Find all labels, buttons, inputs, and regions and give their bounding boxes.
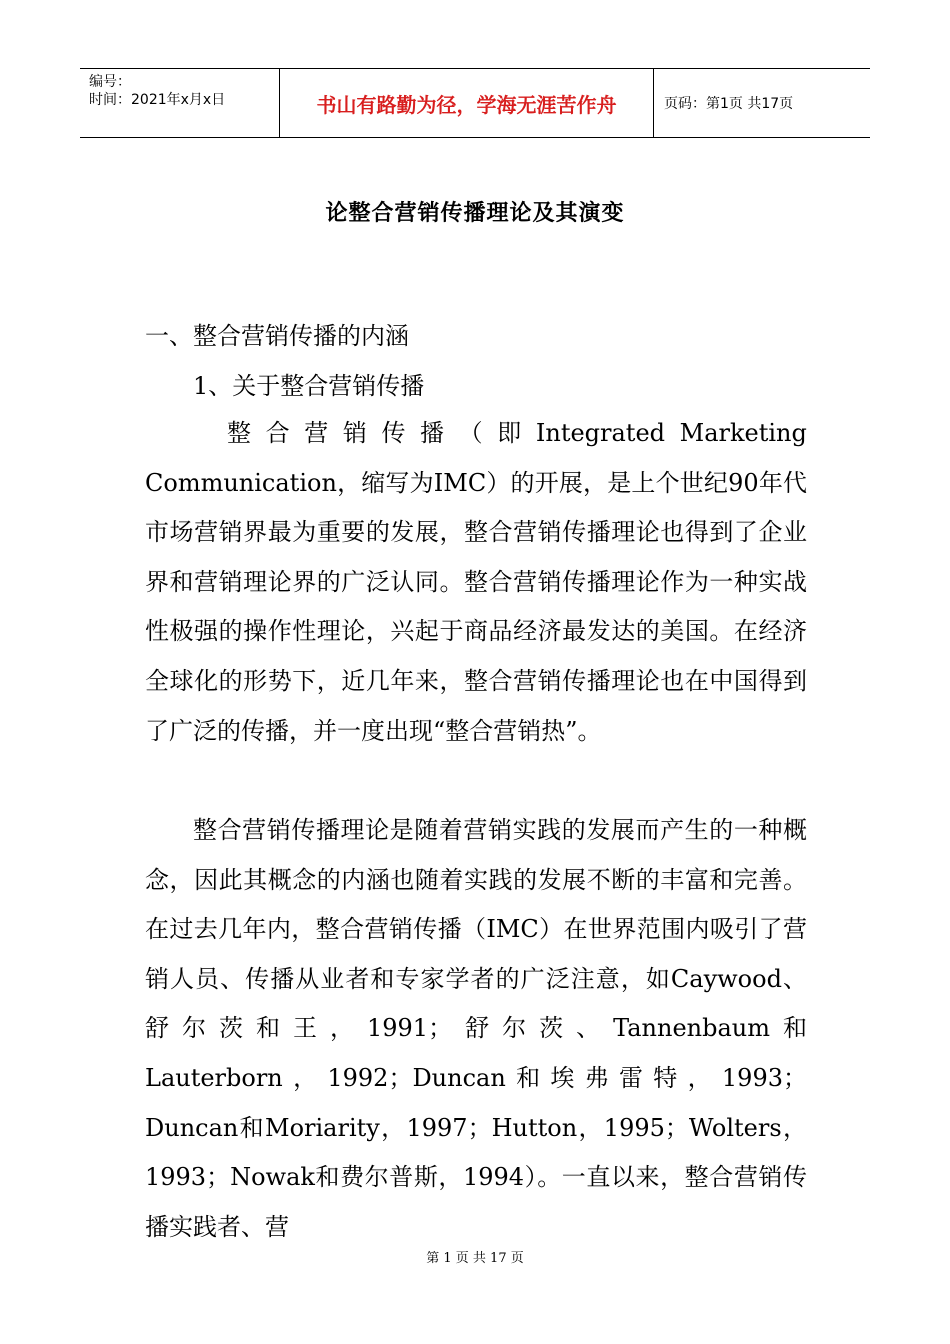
header-motto: 书山有路勤为径，学海无涯苦作舟	[280, 69, 654, 137]
header-page-info: 页码：第1页 共17页	[664, 96, 794, 112]
word: Marketing	[679, 419, 807, 447]
subsection-heading: 1、关于整合营销传播	[193, 372, 425, 400]
word: （	[458, 419, 483, 447]
word: 合	[265, 419, 290, 447]
word: 即	[497, 419, 522, 447]
word: 营	[304, 419, 329, 447]
number-label: 编号：	[89, 74, 131, 90]
paragraph-1-first-line	[145, 409, 807, 459]
word: Integrated	[535, 419, 666, 447]
page-footer: 第 1 页 共 17 页	[426, 1251, 524, 1266]
section-heading: 一、整合营销传播的内涵	[145, 322, 409, 350]
page-header	[80, 68, 870, 138]
word: 传	[381, 419, 406, 447]
word: 播	[420, 419, 445, 447]
paragraph-1-body: Communication，缩写为IMC）的开展，是上个世纪90年代市场营销界最为重要的发展，整合营销传播理论也得到了企业界和营销理论界的广泛认同。整合营销传播理论作为一种实战性极强的操作性理论，兴起于商品经济最发达的美国。在经济全球化的形势下，近几年来，整合营销传播理论也在中国得到了广泛的传播，并一度出现“整合营销热”。	[145, 468, 807, 745]
word: 销	[342, 419, 367, 447]
word: 整	[227, 419, 251, 447]
paragraph-1	[145, 409, 807, 756]
header-meta	[80, 69, 280, 137]
document-title: 论整合营销传播理论及其演变	[325, 200, 625, 226]
paragraph-2: 整合营销传播理论是随着营销实践的发展而产生的一种概念，因此其概念的内涵也随着实践的发展不断的丰富和完善。在过去几年内，整合营销传播（IMC）在世界范围内吸引了营销人员、传播从业者和专家学者的广泛注意，如Caywood、舒尔茨和王，1991；舒尔茨、Tannenbaum和Lauterborn，1992；Duncan和埃弗雷特，1993；Duncan和Moriarity，1997；Hutton，1995；Wolters，1993；Nowak和费尔普斯，1994）。一直以来，整合营销传播实践者、营	[145, 816, 807, 1241]
time-label: 时间：2021年x月x日	[89, 92, 226, 108]
